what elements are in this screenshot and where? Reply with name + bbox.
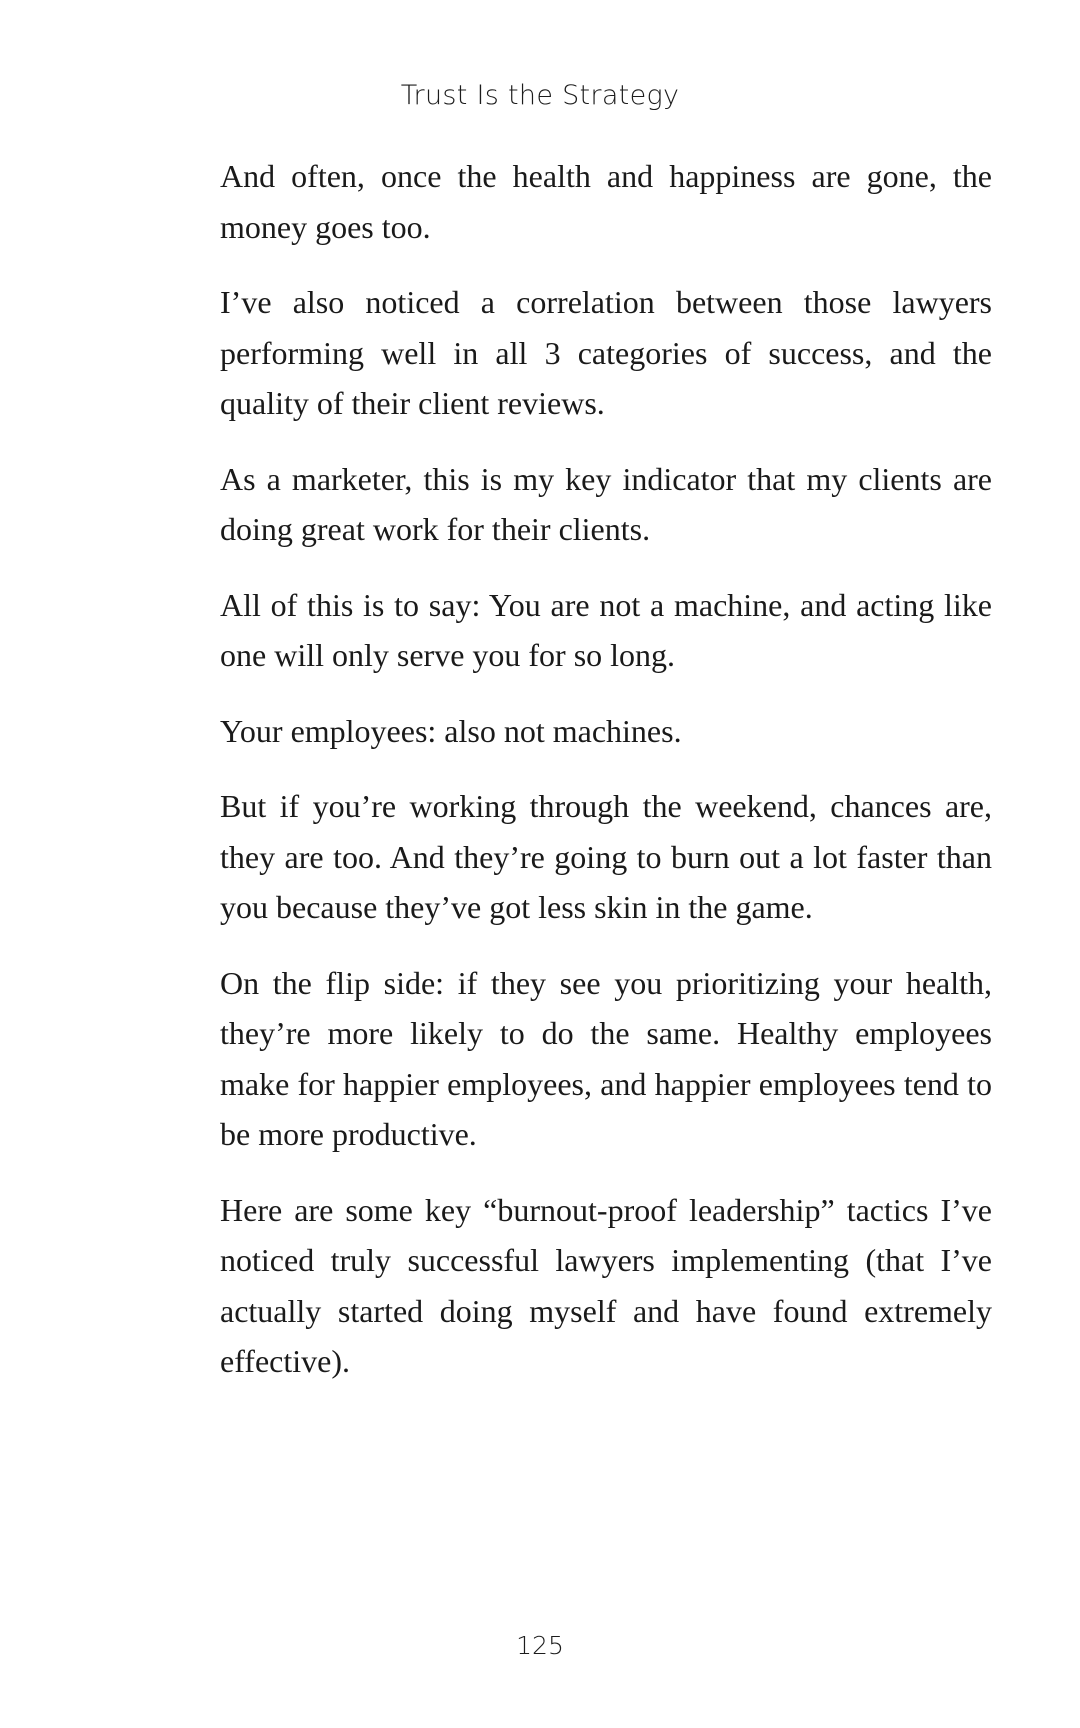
paragraph: As a marketer, this is my key indicator that my clients are doing great work for their clients. — [220, 460, 992, 547]
paragraph: I’ve also noticed a correlation between those lawyers performing well in all 3 categories of success, and the quality of their client reviews. — [220, 284, 992, 421]
paragraph: On the flip side: if they see you prioritizing your health, they’re more likely to do the same. Healthy employees make for happier employees, and happier employees tend to be more productive. — [220, 964, 992, 1152]
running-header-title: Trust Is the Strategy — [400, 80, 680, 111]
paragraph: But if you’re working through the weekend, chances are, they are too. And they’re going to burn out a lot faster than you because they’ve got less skin in the game. — [220, 788, 992, 925]
page-number: 125 — [516, 1631, 564, 1660]
body-text — [220, 151, 992, 1387]
paragraph: Here are some key “burnout-proof leadership” tactics I’ve noticed truly successful lawyers implementing (that I’ve actually started doing myself and have found extremely effective). — [220, 1191, 992, 1379]
paragraph: And often, once the health and happiness are gone, the money goes too. — [220, 158, 992, 245]
paragraph: Your employees: also not machines. — [220, 712, 682, 749]
paragraph: All of this is to say: You are not a machine, and acting like one will only serve you for so long. — [220, 586, 992, 673]
